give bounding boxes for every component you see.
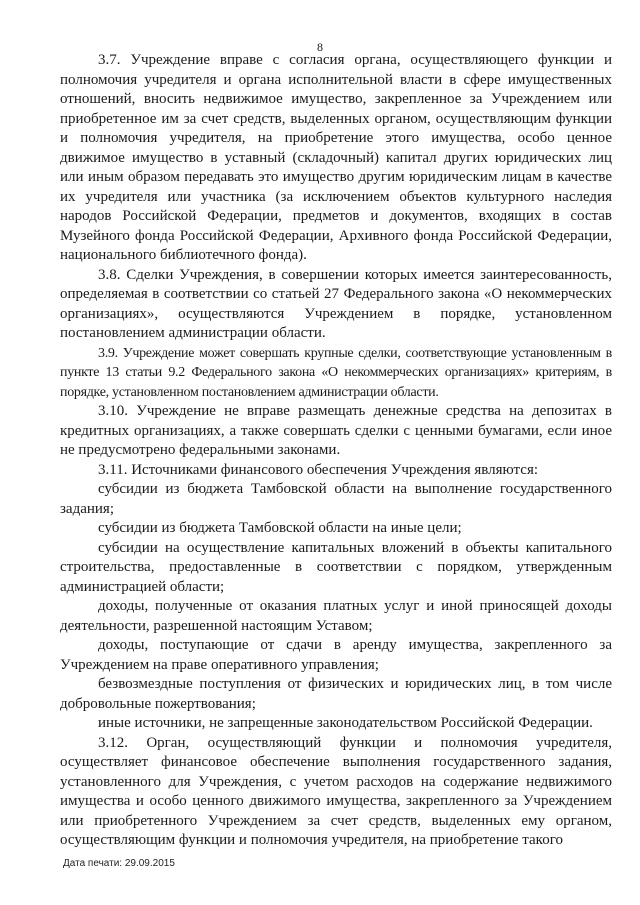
page-number: 8	[317, 40, 323, 54]
funding-source-item: субсидии из бюджета Тамбовской области на иные цели;	[98, 520, 462, 536]
paragraph-3-11: 3.11. Источниками финансового обеспечения Учреждения являются:	[98, 461, 539, 478]
funding-source-item: доходы, полученные от оказания платных услуг и иной приносящей доходы деятельности, разрешенной настоящим Уставом;	[60, 598, 612, 634]
print-date: Дата печати: 29.09.2015	[63, 858, 175, 869]
funding-source-item: субсидии на осуществление капитальных вложений в объекты капитального строительства, предоставленные в соответствии с порядком, утвержденным администрацией области;	[60, 539, 612, 595]
paragraph-3-8: 3.8. Сделки Учреждения, в совершении которых имеется заинтересованность, определяемая в соответствии со статьей 27 Федерального закона «О некоммерческих организациях», осуществляются Учреждением в порядке, установленном постановлением администрации области.	[60, 266, 612, 341]
paragraph-3-10: 3.10. Учреждение не вправе размещать денежные средства на депозитах в кредитных организациях, а также совершать сделки с ценными бумагами, если иное не предусмотрено федеральными законами.	[60, 403, 612, 458]
paragraph-3-9: 3.9. Учреждение может совершать крупные сделки, соответствующие установленным в пункте 13 статьи 9.2 Федерального закона «О некоммерческих организациях» критериям, в порядке, установленном постановлением администрации области.	[60, 345, 612, 400]
funding-source-item: иные источники, не запрещенные законодательством Российской Федерации.	[98, 715, 593, 731]
paragraph-3-7: 3.7. Учреждение вправе с согласия органа, осуществляющего функции и полномочия учредителя и органа исполнительной власти в сфере имущественных отношений, вносить недвижимое имущество, закрепленное за Учреждением или приобретенное им за счет средств, выделенных органом, осуществляющим функции и полномочия учредителя, на приобретение этого имущества, особо ценное движимое имущество в уставный (складочный) капитал других юридических лиц или иным образом передавать это имущество другим юридическим лицам в качестве их учредителя или участника (за исключением объектов культурного наследия народов Российской Федерации, предметов и документов, входящих в состав Музейного фонда Российской Федерации, Архивного фонда Российской Федерации, национального библиотечного фонда).	[60, 52, 612, 263]
paragraph-3-12: 3.12. Орган, осуществляющий функции и полномочия учредителя, осуществляет финансовое обеспечение выполнения государственного задания, установленного для Учреждения, с учетом расходов на содержание недвижимого имущества и особо ценного движимого имущества, закрепленного за Учреждением или приобретенного Учреждением за счет средств, выделенных ему органом, осуществляющим функции и полномочия учредителя, на приобретение такого	[60, 734, 612, 848]
document-body	[60, 51, 612, 851]
funding-source-item: безвозмездные поступления от физических и юридических лиц, в том числе добровольные пожертвования;	[60, 676, 612, 712]
funding-source-item: доходы, поступающие от сдачи в аренду имущества, закрепленного за Учреждением на праве оперативного управления;	[60, 637, 612, 673]
funding-source-item: субсидии из бюджета Тамбовской области на выполнение государственного задания;	[60, 481, 612, 517]
